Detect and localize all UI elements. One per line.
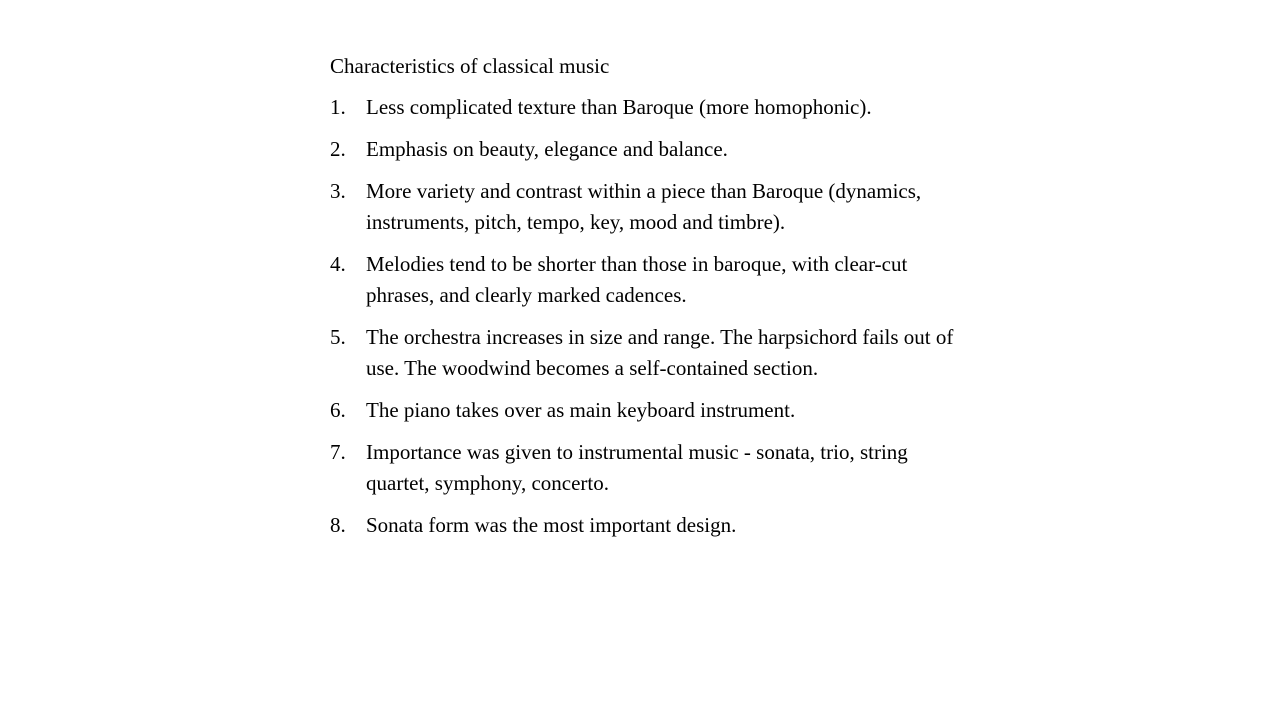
list-item-number: 4.: [330, 252, 346, 276]
list-item-text: Less complicated texture than Baroque (more homophonic).: [366, 95, 872, 119]
list-item-number: 8.: [330, 513, 346, 537]
list-item-number: 2.: [330, 137, 346, 161]
list-item: [330, 92, 960, 123]
list-item-number: 6.: [330, 398, 346, 422]
list-item-text: More variety and contrast within a piece than Baroque (dynamics, instruments, pitch, tempo, key, mood and timbre).: [366, 179, 922, 234]
list-item-number: 7.: [330, 440, 346, 464]
list-item: [330, 395, 960, 426]
list-item: [330, 437, 960, 499]
list-item: [330, 322, 960, 384]
list-item-text: The orchestra increases in size and range. The harpsichord fails out of use. The woodwind becomes a self-contained section.: [366, 325, 954, 380]
list-item-number: 1.: [330, 95, 346, 119]
slide-heading: Characteristics of classical music: [330, 54, 610, 78]
list-item: [330, 249, 960, 311]
list-item-number: 3.: [330, 179, 346, 203]
list-item-text: Emphasis on beauty, elegance and balance.: [366, 137, 728, 161]
slide-content: [330, 51, 960, 552]
list-item: [330, 134, 960, 165]
list-item: [330, 176, 960, 238]
list-item-text: The piano takes over as main keyboard instrument.: [366, 398, 796, 422]
list-item-text: Melodies tend to be shorter than those in baroque, with clear-cut phrases, and clearly marked cadences.: [366, 252, 908, 307]
list-item: [330, 510, 960, 541]
list-item-text: Sonata form was the most important design.: [366, 513, 737, 537]
characteristics-list: [330, 92, 960, 541]
list-item-number: 5.: [330, 325, 346, 349]
list-item-text: Importance was given to instrumental music - sonata, trio, string quartet, symphony, concerto.: [366, 440, 908, 495]
